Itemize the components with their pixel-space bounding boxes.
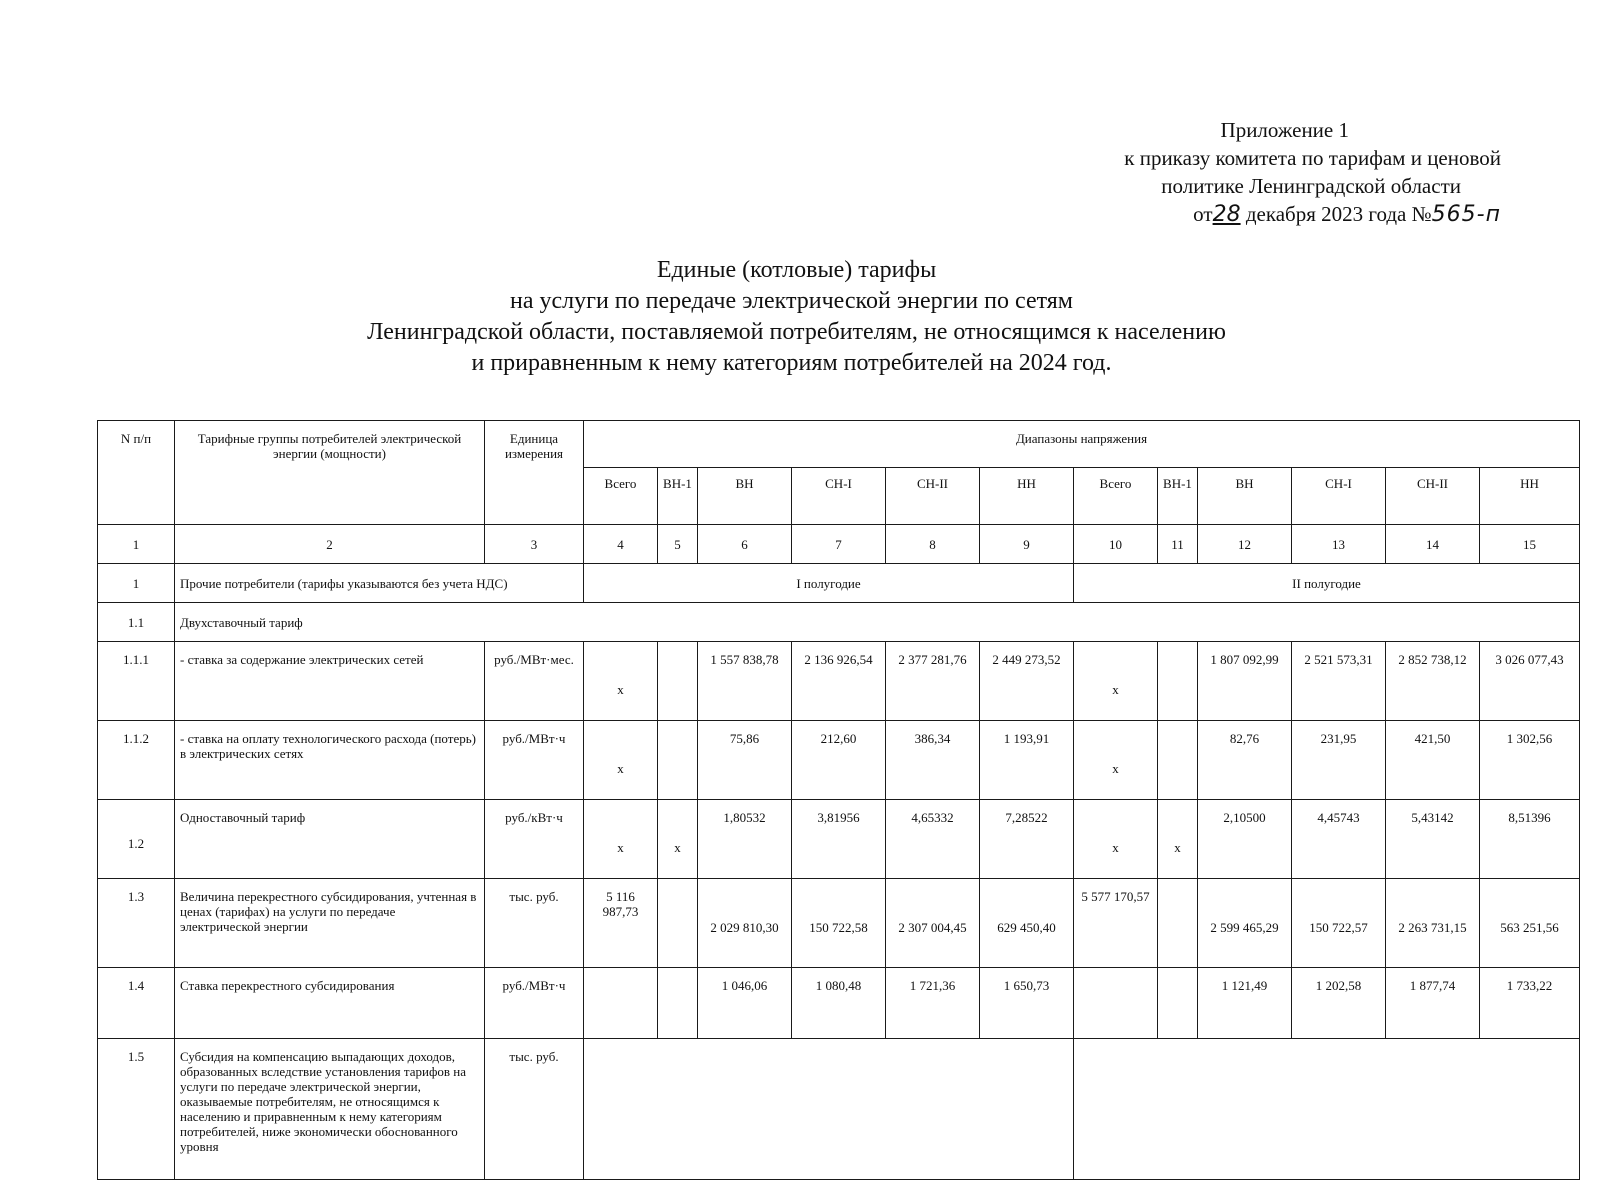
value-cell: 2 136 926,54 — [792, 642, 886, 721]
value-cell — [1158, 721, 1198, 800]
value-cell: 1 080,48 — [792, 968, 886, 1039]
header-sub-cell: Всего — [584, 468, 658, 525]
value-cell: 7,28522 — [980, 800, 1074, 879]
value-cell: 386,34 — [886, 721, 980, 800]
row-name: - ставка на оплату технологического расхода (потерь) в электрических сетях — [175, 721, 485, 800]
half-year-2-value — [1074, 1039, 1580, 1180]
value-cell: 1 193,91 — [980, 721, 1074, 800]
value-cell: 1 877,74 — [1386, 968, 1480, 1039]
row-unit: тыс. руб. — [485, 1039, 584, 1180]
annex-line-1: Приложение 1 — [1220, 118, 1349, 142]
value-cell: 2 263 731,15 — [1386, 879, 1480, 968]
value-cell: 75,86 — [698, 721, 792, 800]
value-cell: 3,81956 — [792, 800, 886, 879]
table-row-1 — [98, 564, 1580, 603]
half-year-1-label: I полугодие — [584, 564, 1074, 603]
row-num: 1.3 — [98, 879, 175, 968]
value-cell: 4,45743 — [1292, 800, 1386, 879]
row-name: Одноставочный тариф — [175, 800, 485, 879]
value-cell: x — [1074, 800, 1158, 879]
annex-date-prefix: от — [1193, 202, 1213, 226]
tariffs-table — [97, 420, 1580, 1180]
row-num: 1 — [98, 564, 175, 603]
table-row-1-1-1 — [98, 642, 1580, 721]
value-cell: 2 599 465,29 — [1198, 879, 1292, 968]
header-sub-cell: ВН — [698, 468, 792, 525]
value-cell: 421,50 — [1386, 721, 1480, 800]
value-cell: 1 202,58 — [1292, 968, 1386, 1039]
row-unit: руб./МВт·мес. — [485, 642, 584, 721]
value-cell: 2 307 004,45 — [886, 879, 980, 968]
row-name: Величина перекрестного субсидирования, учтенная в ценах (тарифах) на услуги по передаче электрической энергии — [175, 879, 485, 968]
row-name: - ставка за содержание электрических сетей — [175, 642, 485, 721]
column-number: 13 — [1292, 525, 1386, 564]
column-number: 5 — [658, 525, 698, 564]
header-sub-cell: СН-II — [1386, 468, 1480, 525]
header-row-1 — [98, 421, 1580, 468]
header-sub-cell: НН — [980, 468, 1074, 525]
value-cell — [1074, 968, 1158, 1039]
row-name: Субсидия на компенсацию выпадающих доходов, образованных вследствие установления тарифов на услуги по передаче электрической энергии, оказываемые потребителям, не относящимся к населению и приравненным к нему категориям потребителей, ниже экономически обоснованного уровня — [175, 1039, 485, 1180]
header-sub-cell: ВН-1 — [658, 468, 698, 525]
column-number: 6 — [698, 525, 792, 564]
column-number: 10 — [1074, 525, 1158, 564]
header-voltage-ranges: Диапазоны напряжения — [584, 421, 1580, 468]
value-cell: x — [584, 721, 658, 800]
value-cell: 2 521 573,31 — [1292, 642, 1386, 721]
annex-line-3: политике Ленинградской области — [1161, 174, 1461, 198]
table-row-1-1-2 — [98, 721, 1580, 800]
row-unit: руб./кВт·ч — [485, 800, 584, 879]
column-number: 15 — [1480, 525, 1580, 564]
title-line-3: Ленинградской области, поставляемой потребителям, не относящимся к населению — [367, 319, 1226, 345]
value-cell: x — [1074, 642, 1158, 721]
row-unit: тыс. руб. — [485, 879, 584, 968]
column-number: 2 — [175, 525, 485, 564]
value-cell: 5,43142 — [1386, 800, 1480, 879]
value-cell: 2 377 281,76 — [886, 642, 980, 721]
value-cell: 1 046,06 — [698, 968, 792, 1039]
value-cell: 2 852 738,12 — [1386, 642, 1480, 721]
value-cell: 629 450,40 — [980, 879, 1074, 968]
title-line-4: и приравненным к нему категориям потребителей на 2024 год. — [471, 350, 1112, 376]
value-cell: 150 722,58 — [792, 879, 886, 968]
value-cell: x — [1074, 721, 1158, 800]
value-cell — [1158, 879, 1198, 968]
value-cell — [1158, 642, 1198, 721]
table-row-1-2 — [98, 800, 1580, 879]
value-cell: 1 650,73 — [980, 968, 1074, 1039]
value-cell: 150 722,57 — [1292, 879, 1386, 968]
annex-order-number-handwritten: 565-п — [1431, 202, 1501, 227]
value-cell — [1158, 968, 1198, 1039]
row-num: 1.1.1 — [98, 642, 175, 721]
value-cell: 1 721,36 — [886, 968, 980, 1039]
value-cell: 1 302,56 — [1480, 721, 1580, 800]
row-num: 1.5 — [98, 1039, 175, 1180]
row-num: 1.2 — [98, 800, 175, 879]
table-row-1-5 — [98, 1039, 1580, 1180]
value-cell — [658, 642, 698, 721]
half-year-2-label: II полугодие — [1074, 564, 1580, 603]
title-line-2: на услуги по передаче электрической энергии по сетям — [509, 288, 1073, 314]
value-cell: 1,80532 — [698, 800, 792, 879]
row-num: 1.1 — [98, 603, 175, 642]
header-numbers-row — [98, 525, 1580, 564]
header-num: N п/п — [98, 421, 175, 525]
value-cell: x — [584, 800, 658, 879]
value-cell: 212,60 — [792, 721, 886, 800]
value-cell: 1 121,49 — [1198, 968, 1292, 1039]
value-cell: 1 557 838,78 — [698, 642, 792, 721]
column-number: 9 — [980, 525, 1074, 564]
header-sub-cell: НН — [1480, 468, 1580, 525]
value-cell: 5 116 987,73 — [584, 879, 658, 968]
value-cell — [658, 968, 698, 1039]
value-cell: 5 577 170,57 — [1074, 879, 1158, 968]
value-cell: 2,10500 — [1198, 800, 1292, 879]
annex-line-2: к приказу комитета по тарифам и ценовой — [1124, 146, 1501, 170]
value-cell: x — [658, 800, 698, 879]
annex-line-4 — [1124, 200, 1501, 229]
header-unit: Единица измерения — [485, 421, 584, 525]
value-cell: 1 807 092,99 — [1198, 642, 1292, 721]
value-cell: 2 449 273,52 — [980, 642, 1074, 721]
header-sub-cell: СН-II — [886, 468, 980, 525]
row-name: Двухставочный тариф — [175, 603, 1580, 642]
column-number: 1 — [98, 525, 175, 564]
value-cell: 1 733,22 — [1480, 968, 1580, 1039]
value-cell — [658, 879, 698, 968]
title-line-1: Единые (котловые) тарифы — [656, 257, 937, 283]
value-cell: x — [584, 642, 658, 721]
half-year-1-value — [584, 1039, 1074, 1180]
row-unit: руб./МВт·ч — [485, 721, 584, 800]
column-number: 3 — [485, 525, 584, 564]
annex-block — [1124, 116, 1501, 229]
row-num: 1.1.2 — [98, 721, 175, 800]
value-cell: 4,65332 — [886, 800, 980, 879]
row-name: Прочие потребители (тарифы указываются без учета НДС) — [175, 564, 584, 603]
header-sub-cell: Всего — [1074, 468, 1158, 525]
value-cell: 82,76 — [1198, 721, 1292, 800]
value-cell: 2 029 810,30 — [698, 879, 792, 968]
value-cell: x — [1158, 800, 1198, 879]
header-sub-cell: ВН-1 — [1158, 468, 1198, 525]
row-num: 1.4 — [98, 968, 175, 1039]
header-sub-cell: ВН — [1198, 468, 1292, 525]
value-cell: 8,51396 — [1480, 800, 1580, 879]
column-number: 4 — [584, 525, 658, 564]
value-cell: 231,95 — [1292, 721, 1386, 800]
annex-day-handwritten: 28 — [1212, 202, 1241, 227]
value-cell — [584, 968, 658, 1039]
table-row-1-4 — [98, 968, 1580, 1039]
document-title — [0, 255, 1613, 379]
annex-date-middle: декабря 2023 года № — [1240, 202, 1432, 226]
header-group: Тарифные группы потребителей электрической энергии (мощности) — [175, 421, 485, 525]
column-number: 12 — [1198, 525, 1292, 564]
value-cell — [658, 721, 698, 800]
row-unit: руб./МВт·ч — [485, 968, 584, 1039]
row-name: Ставка перекрестного субсидирования — [175, 968, 485, 1039]
column-number: 11 — [1158, 525, 1198, 564]
value-cell: 563 251,56 — [1480, 879, 1580, 968]
value-cell: 3 026 077,43 — [1480, 642, 1580, 721]
column-number: 8 — [886, 525, 980, 564]
header-sub-cell: СН-I — [1292, 468, 1386, 525]
table-row-1-3 — [98, 879, 1580, 968]
column-number: 14 — [1386, 525, 1480, 564]
table-row-1-1 — [98, 603, 1580, 642]
column-number: 7 — [792, 525, 886, 564]
header-sub-cell: СН-I — [792, 468, 886, 525]
